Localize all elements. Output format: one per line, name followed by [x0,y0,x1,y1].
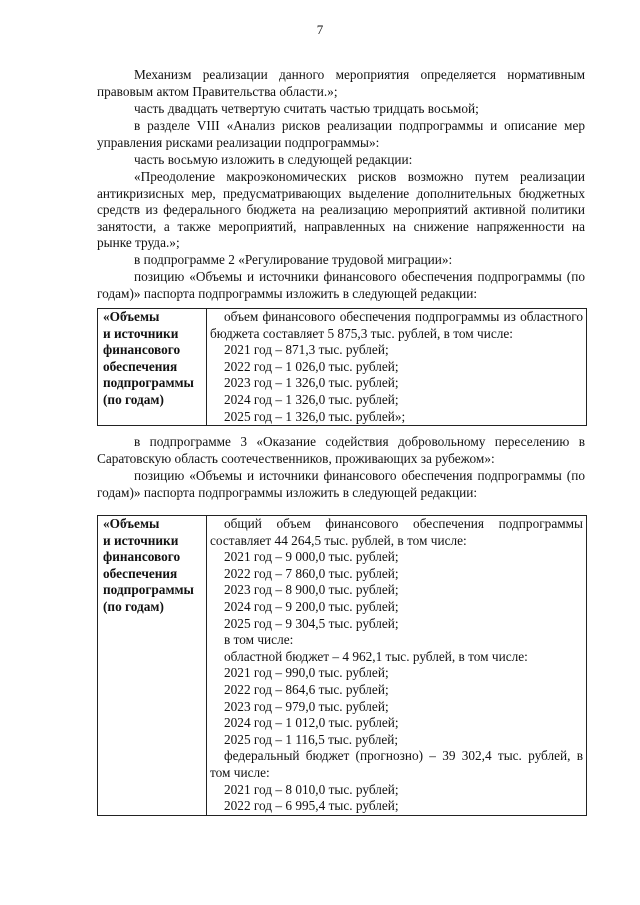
passport-table-subprogram-3 [97,515,587,816]
funding-intro: объем финансового обеспечения подпрограммы из областного бюджета составляет 5 875,3 тыс. рублей, в том числе: [210,309,583,341]
label-line: (по годам) [103,598,164,614]
year-line: 2025 год – 9 304,5 тыс. рублей; [224,615,399,631]
table-value-cell [207,309,587,426]
regional-budget-intro: областной бюджет – 4 962,1 тыс. рублей, в том числе: [224,648,528,664]
paragraph: позицию «Объемы и источники финансового обеспечения подпрограммы (по годам)» паспорта подпрограммы изложить в следующей редакции: [97,269,585,301]
paragraph: в разделе VIII «Анализ рисков реализации подпрограммы и описание мер управления рисками реализации подпрограммы»: [97,118,585,150]
label-line: «Объемы [103,309,160,324]
paragraph: позицию «Объемы и источники финансового обеспечения подпрограммы (по годам)» паспорта подпрограммы изложить в следующей редакции: [97,468,585,500]
year-line: 2021 год – 8 010,0 тыс. рублей; [224,781,399,797]
paragraph: часть двадцать четвертую считать частью тридцать восьмой; [134,101,479,116]
year-line: 2024 год – 1 326,0 тыс. рублей; [224,391,399,407]
paragraph: Механизм реализации данного мероприятия определяется нормативным правовым актом Правительства области.»; [97,67,585,99]
paragraph: часть восьмую изложить в следующей редакции: [134,152,413,167]
label-line: (по годам) [103,391,164,407]
label-line: и источники [103,325,179,341]
label-line: подпрограммы [103,375,194,391]
year-line: 2022 год – 1 026,0 тыс. рублей; [224,358,399,374]
in-that-number: в том числе: [224,632,294,648]
label-line: финансового [103,342,181,358]
label-line: подпрограммы [103,582,194,598]
year-line: 2023 год – 8 900,0 тыс. рублей; [224,582,399,598]
year-line: 2023 год – 1 326,0 тыс. рублей; [224,375,399,391]
year-line: 2023 год – 979,0 тыс. рублей; [224,698,389,714]
year-line: 2022 год – 7 860,0 тыс. рублей; [224,565,399,581]
paragraph: в подпрограмме 3 «Оказание содействия добровольному переселению в Саратовскую область соотечественников, проживающих за рубежом»: [97,434,585,466]
year-line: 2024 год – 1 012,0 тыс. рублей; [224,715,399,731]
table-label-cell [98,309,207,426]
year-line: 2025 год – 1 326,0 тыс. рублей»; [224,408,406,424]
year-line: 2021 год – 9 000,0 тыс. рублей; [224,549,399,565]
passport-table-subprogram-2 [97,308,587,426]
funding-intro: общий объем финансового обеспечения подпрограммы составляет 44 264,5 тыс. рублей, в том числе: [210,516,583,548]
year-line: 2021 год – 990,0 тыс. рублей; [224,665,389,681]
label-line: «Объемы [103,516,160,531]
year-line: 2024 год – 9 200,0 тыс. рублей; [224,598,399,614]
label-line: обеспечения [103,358,178,374]
page-number: 7 [316,22,324,37]
year-line: 2022 год – 864,6 тыс. рублей; [224,681,389,697]
table-value-cell [207,516,587,816]
label-line: финансового [103,549,181,565]
paragraph: в подпрограмме 2 «Регулирование трудовой миграции»: [134,252,453,267]
year-line: 2022 год – 6 995,4 тыс. рублей; [224,798,399,814]
federal-budget-intro: федеральный бюджет (прогнозно) – 39 302,4 тыс. рублей, в том числе: [210,748,583,780]
label-line: и источники [103,532,179,548]
label-line: обеспечения [103,565,178,581]
year-line: 2021 год – 871,3 тыс. рублей; [224,342,389,358]
table-label-cell [98,516,207,816]
year-line: 2025 год – 1 116,5 тыс. рублей; [224,731,399,747]
paragraph-quote: «Преодоление макроэкономических рисков возможно путем реализации антикризисных мер, предусматривающих выделение дополнительных бюджетных средств из федерального бюджета на реализацию мероприятий активной политики занятости, а также мероприятий, направленных на снижение напряженности на рынке труда.»; [97,169,585,251]
